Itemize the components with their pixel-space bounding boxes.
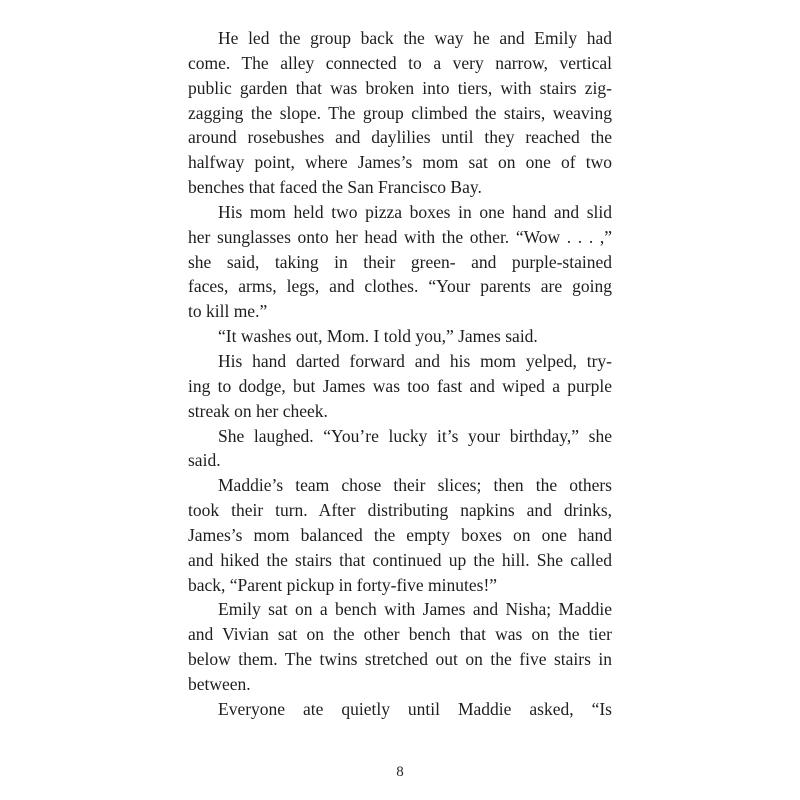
paragraph (188, 324, 612, 349)
text-line: She laughed. “You’re lucky it’s your birthday,” she (218, 425, 612, 446)
text-line: Emily sat on a bench with James and Nisha; Maddie (218, 599, 612, 620)
paragraph (188, 424, 612, 474)
text-line: “It washes out, Mom. I told you,” James said. (218, 326, 538, 347)
text-line: took their turn. After distributing napkins and drinks, (188, 500, 612, 521)
text-line: and Vivian sat on the other bench that was on the tier (188, 624, 612, 645)
text-line: her sunglasses onto her head with the other. “Wow . . . ,” (188, 226, 612, 247)
paragraph (188, 473, 612, 597)
text-line: He led the group back the way he and Emily had (218, 28, 612, 48)
text-line: benches that faced the San Francisco Bay. (188, 177, 482, 198)
text-line: faces, arms, legs, and clothes. “Your parents are going (188, 276, 612, 297)
paragraph (188, 597, 612, 696)
text-line: His hand darted forward and his mom yelped, try- (218, 350, 612, 371)
text-line: zagging the slope. The group climbed the stairs, weaving (188, 102, 612, 123)
paragraph (188, 26, 612, 200)
text-line: streak on her cheek. (188, 400, 328, 421)
text-line: between. (188, 673, 251, 694)
text-line: James’s mom balanced the empty boxes on one hand (188, 524, 612, 545)
text-line: come. The alley connected to a very narrow, vertical (188, 52, 612, 73)
text-line: around rosebushes and daylilies until they reached the (188, 127, 612, 148)
text-line: said. (188, 450, 221, 471)
paragraph (188, 200, 612, 324)
text-line: public garden that was broken into tiers, with stairs zig- (188, 77, 612, 98)
text-line: she said, taking in their green- and purple-stained (188, 251, 612, 272)
text-line: below them. The twins stretched out on the five stairs in (188, 649, 612, 670)
paragraph (188, 697, 612, 722)
text-line: and hiked the stairs that continued up the hill. She called (188, 549, 612, 570)
page-number: 8 (396, 764, 404, 780)
text-line: halfway point, where James’s mom sat on one of two (188, 152, 612, 173)
text-line: back, “Parent pickup in forty-five minutes!” (188, 574, 498, 595)
text-line: to kill me.” (188, 301, 268, 322)
text-line: Everyone ate quietly until Maddie asked, “Is (218, 698, 612, 719)
text-line: His mom held two pizza boxes in one hand and slid (218, 201, 612, 222)
paragraph (188, 349, 612, 424)
text-line: ing to dodge, but James was too fast and wiped a purple (188, 375, 612, 396)
page-text (188, 26, 612, 722)
text-line: Maddie’s team chose their slices; then the others (218, 475, 612, 496)
